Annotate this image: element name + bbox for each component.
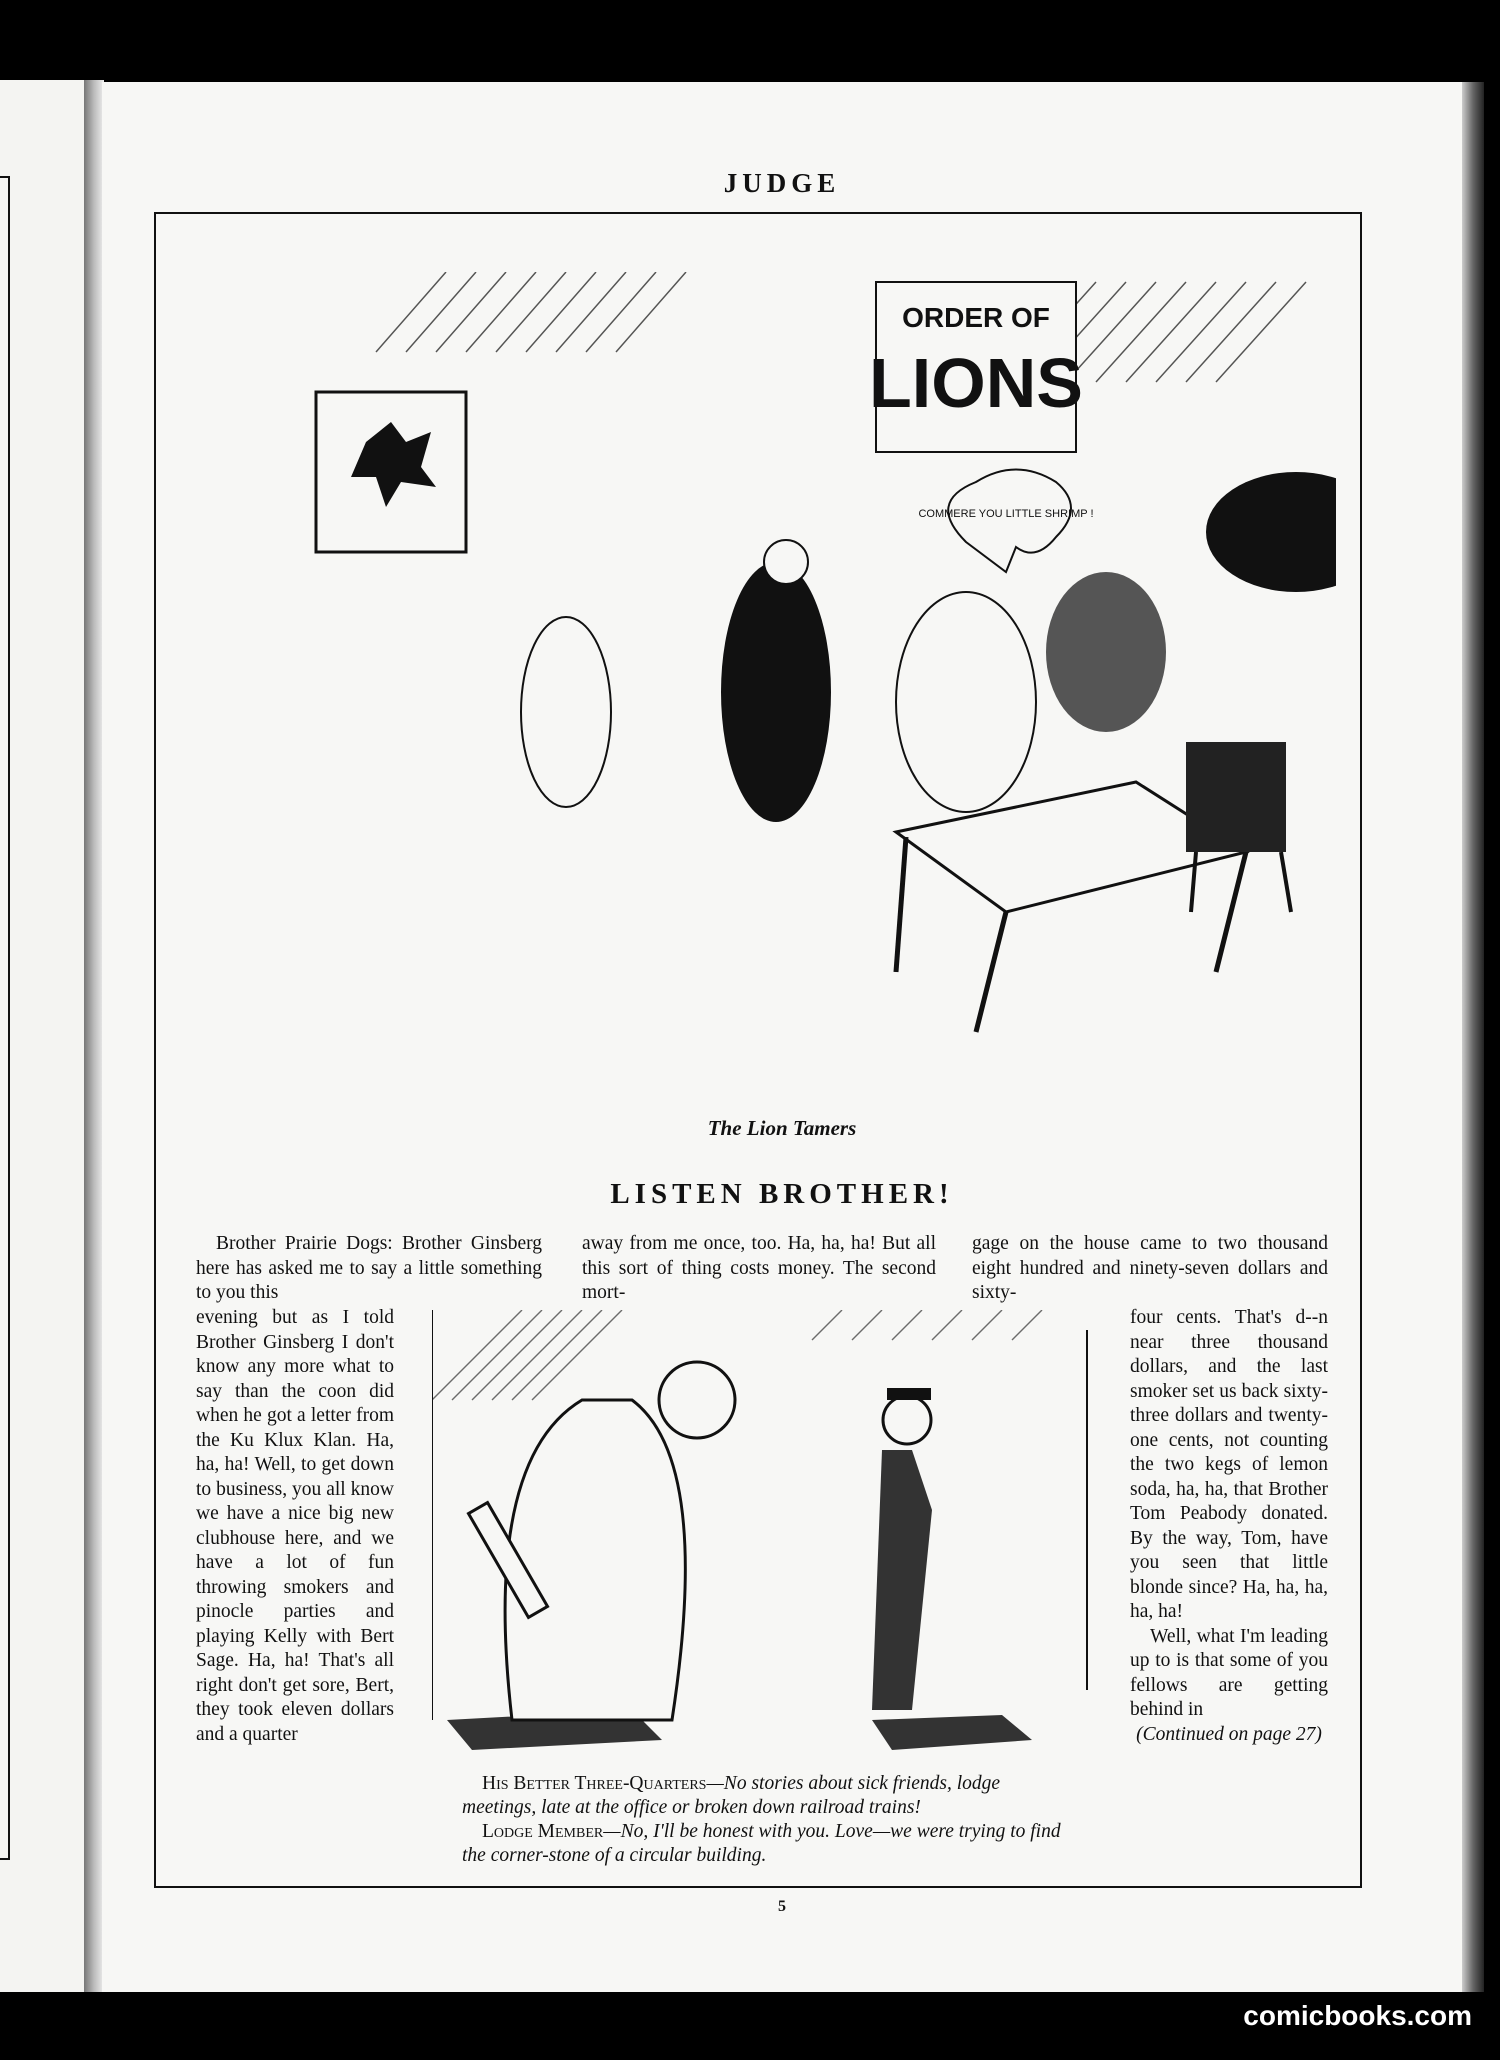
speaker2: Lodge Member [482, 1821, 604, 1842]
article-col2-top-text: away from me once, too. Ha, ha, ha! But all this sort of thing costs money. The second mort- [582, 1233, 936, 1303]
figure-dark-coat [721, 562, 831, 822]
balloon-text: COMMERE YOU LITTLE SHRIMP ! [918, 508, 1094, 520]
article-col1-top [196, 1232, 542, 1306]
husband-figure [872, 1450, 932, 1710]
continued-note: (Continued on page 27) [1136, 1723, 1322, 1745]
page [102, 82, 1462, 1992]
running-head: JUDGE [723, 168, 841, 198]
sign-line2: LIONS [869, 344, 1083, 422]
watermark: comicbooks.com [1243, 2000, 1472, 2031]
article-col3-narrow [1130, 1306, 1328, 1747]
article-col2-top [582, 1232, 936, 1306]
sign-line1: ORDER OF [902, 302, 1050, 333]
husband-head [883, 1396, 931, 1444]
figure-woman [896, 592, 1036, 812]
article-col3-para2: Well, what I'm leading up to is that some of you fellows are getting behind in [1130, 1625, 1328, 1720]
figure-head [764, 540, 808, 584]
wall-hatching [432, 1310, 1042, 1400]
article-col3-top [972, 1232, 1328, 1306]
husband-hat [887, 1388, 931, 1400]
article-col3-top-text: gage on the house came to two thousand eight hundred and ninety-seven dollars and sixty- [972, 1233, 1328, 1303]
cartoon-better-three-quarters [432, 1310, 1122, 1770]
article-col3-narrow-text: four cents. That's d--n near three thousand dollars, and the last smoker set us back sixty-three dollars and twenty-one cents, not counting the two kegs of lemon soda, ha, ha, that Brother Tom Peabody donated. By the way, Tom, have you seen that little blonde since? Ha, ha, ha, ha, ha! [1130, 1307, 1328, 1622]
figure-hatched [1046, 572, 1166, 732]
hatching [376, 272, 1306, 382]
cartoon-caption: The Lion Tamers [707, 1116, 857, 1140]
speaker1: His Better Three-Quarters [482, 1773, 707, 1794]
headline: LISTEN BROTHER! [610, 1178, 954, 1210]
figure-hat [1206, 472, 1336, 592]
caption2-line1: —No stories about sick friends, lodge meetings, late at the office or broken down railroad trains! [462, 1773, 1001, 1818]
figure-fleeing [521, 617, 611, 807]
chair [1186, 742, 1286, 852]
cartoon2-caption [462, 1772, 1064, 1868]
cartoon-lion-tamers [206, 272, 1336, 1102]
page-number: 5 [778, 1898, 786, 1915]
caption2-line2: —No, I'll be honest with you. Love—we were trying to find the corner-stone of a circular building. [462, 1821, 1061, 1866]
shadow-right [872, 1715, 1032, 1750]
article-col1-narrow-text: evening but as I told Brother Ginsberg I don't know any more what to say than the coon did when he got a letter from the Ku Klux Klan. Ha, ha, ha! Well, to get down to business, you all know we have a nice big new clubhouse here, and we have a lot of fun throwing smokers and pinocle parties and playing Kelly with Bert Sage. Ha, ha! That's all right don't get sore, Bert, they took eleven dollars and a quarter [196, 1307, 394, 1745]
speech-balloon [948, 470, 1071, 573]
gutter [84, 80, 104, 1992]
page-edge [1462, 82, 1484, 1992]
left-page-frame [0, 176, 10, 1860]
broken-window-burst [351, 422, 436, 507]
wife-figure [505, 1400, 685, 1720]
article-col1-top-text: Brother Prairie Dogs: Brother Ginsberg here has asked me to say a little something to you this [196, 1233, 542, 1303]
left-page [0, 80, 96, 1992]
article-col1-narrow [196, 1306, 394, 1747]
wife-head [659, 1362, 735, 1438]
